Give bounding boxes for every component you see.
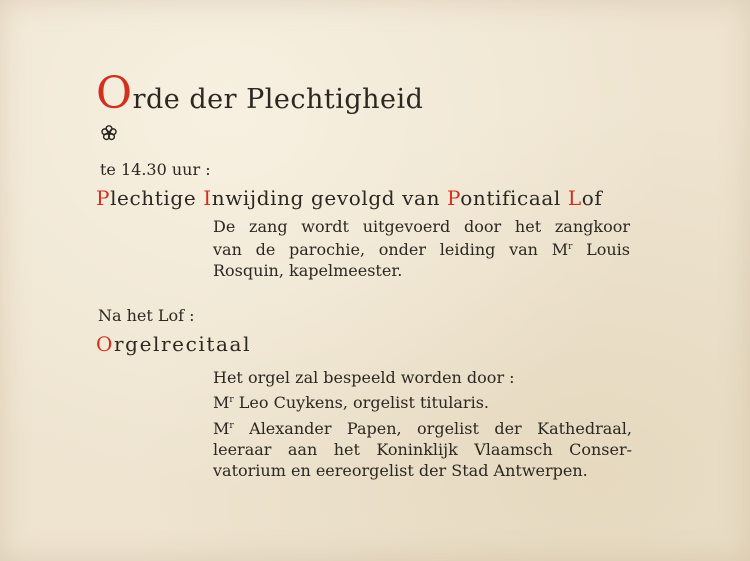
flower-ornament-icon: [100, 124, 118, 142]
section-rest: rgelrecitaal: [114, 332, 252, 356]
title-word: Plechtige: [96, 186, 197, 210]
performer-2: [213, 416, 632, 481]
after-label: Na het Lof :: [98, 306, 195, 325]
description-line: van de parochie, onder leiding van $M^r$ Louis: [213, 240, 630, 259]
title-initial: O: [96, 68, 133, 119]
performer-line: leeraar aan het Koninklijk Vlaamsch Conser-: [213, 440, 632, 459]
section-initial: O: [96, 332, 114, 356]
section-title-consecration: [96, 186, 602, 210]
section-title-organ-recital: [96, 332, 251, 356]
performer-line: $M^r$ Alexander Papen, orgelist der Kathedraal,: [213, 419, 632, 438]
title-word: Inwijding: [203, 186, 305, 210]
title-word: gevolgd: [310, 186, 396, 210]
description-line: Rosquin, kapelmeester.: [213, 261, 403, 280]
performer-1: $M^r$ Leo Cuykens, orgelist titularis.: [213, 393, 489, 412]
title-word: Pontificaal: [447, 186, 561, 210]
title-rest: rde der Plechtigheid: [132, 84, 424, 115]
description-line: De zang wordt uitgevoerd door het zangkoor: [213, 217, 630, 236]
choir-description: [213, 216, 630, 281]
organ-intro: Het orgel zal bespeeld worden door :: [213, 368, 515, 387]
time-label: te 14.30 uur :: [100, 160, 211, 179]
performer-line: vatorium en eereorgelist der Stad Antwerpen.: [213, 461, 588, 480]
page-title: [96, 68, 424, 119]
title-word: van: [402, 186, 441, 210]
title-word: Lof: [567, 186, 603, 210]
